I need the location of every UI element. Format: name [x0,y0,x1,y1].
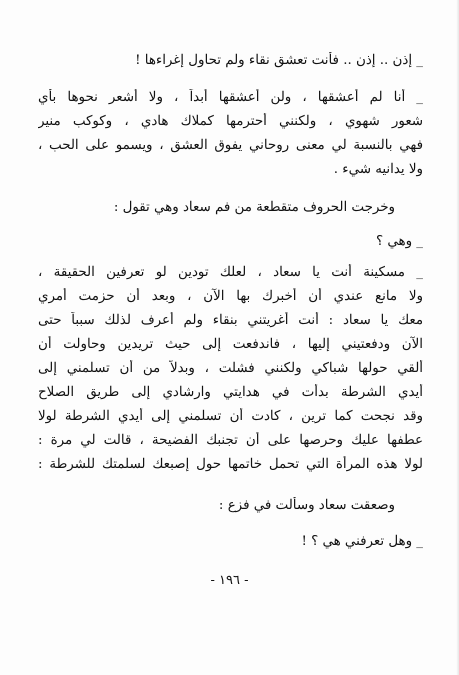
text-line-18: _ وهل تعرفني هي ؟ ! [301,534,423,549]
text-line-8: _ مسكينة أنت يا سعاد ، لعلك تودين لو تعرفين الحقيقة ، [38,265,423,280]
text-line-7: _ وهي ؟ [375,234,423,249]
text-line-9: ولا مانع عندي أن أخبرك بها الآن ، وبعد أن حزمت أمري [38,289,423,304]
text-line-15: عطفها عليك وحرصها على أن تجنبك الفضيحة ، قالت لي مرة : [38,433,423,448]
text-line-12: ألقي حولها شباكي ولكنني فشلت ، وبدلاً من أن تسلمني إلى [38,361,423,376]
text-line-17: وصعقت سعاد وسألت في فزع : [218,498,395,513]
text-line-11: الآن ودفعتيني إليها ، فاندفعت إلى حيث تريدين وحاولت أن [38,337,423,352]
text-line-4: فهي بالنسبة لي معنى روحاني يفوق العشق ، ويسمو على الحب ، [38,138,423,153]
page-number: - ١٩٦ - [210,573,249,588]
text-line-13: أيدي الشرطة بدأت في هدايتي وارشادي إلى طريق الصلاح [38,385,423,400]
text-line-1: _ إذن .. إذن .. فأنت تعشق نقاء ولم تحاول إغراءها ! [135,53,423,68]
text-line-16: لولا هذه المرأة التي تحمل خاتمها حول إصبعك لسلمتك للشرطة : [38,457,423,472]
text-line-3: شعور شهوي ، ولكنني أحترمها كملاك هادي ، وكوكب منير [38,114,423,129]
text-line-2: _ أنا لم أعشقها ، ولن أعشقها أبداً ، ولا أشعر نحوها بأي [38,90,423,105]
text-line-6: وخرجت الحروف متقطعة من فم سعاد وهي تقول : [113,200,395,215]
text-line-5: ولا يدانيه شيء . [333,162,423,177]
text-line-10: معك يا سعاد : أنت أغريتني بنقاء ولم أعرف لذلك سبباً حتى [38,313,423,328]
text-line-14: وقد نجحت كما ترين ، كادت أن تسلمني إلى أيدي الشرطة لولا [38,409,423,424]
